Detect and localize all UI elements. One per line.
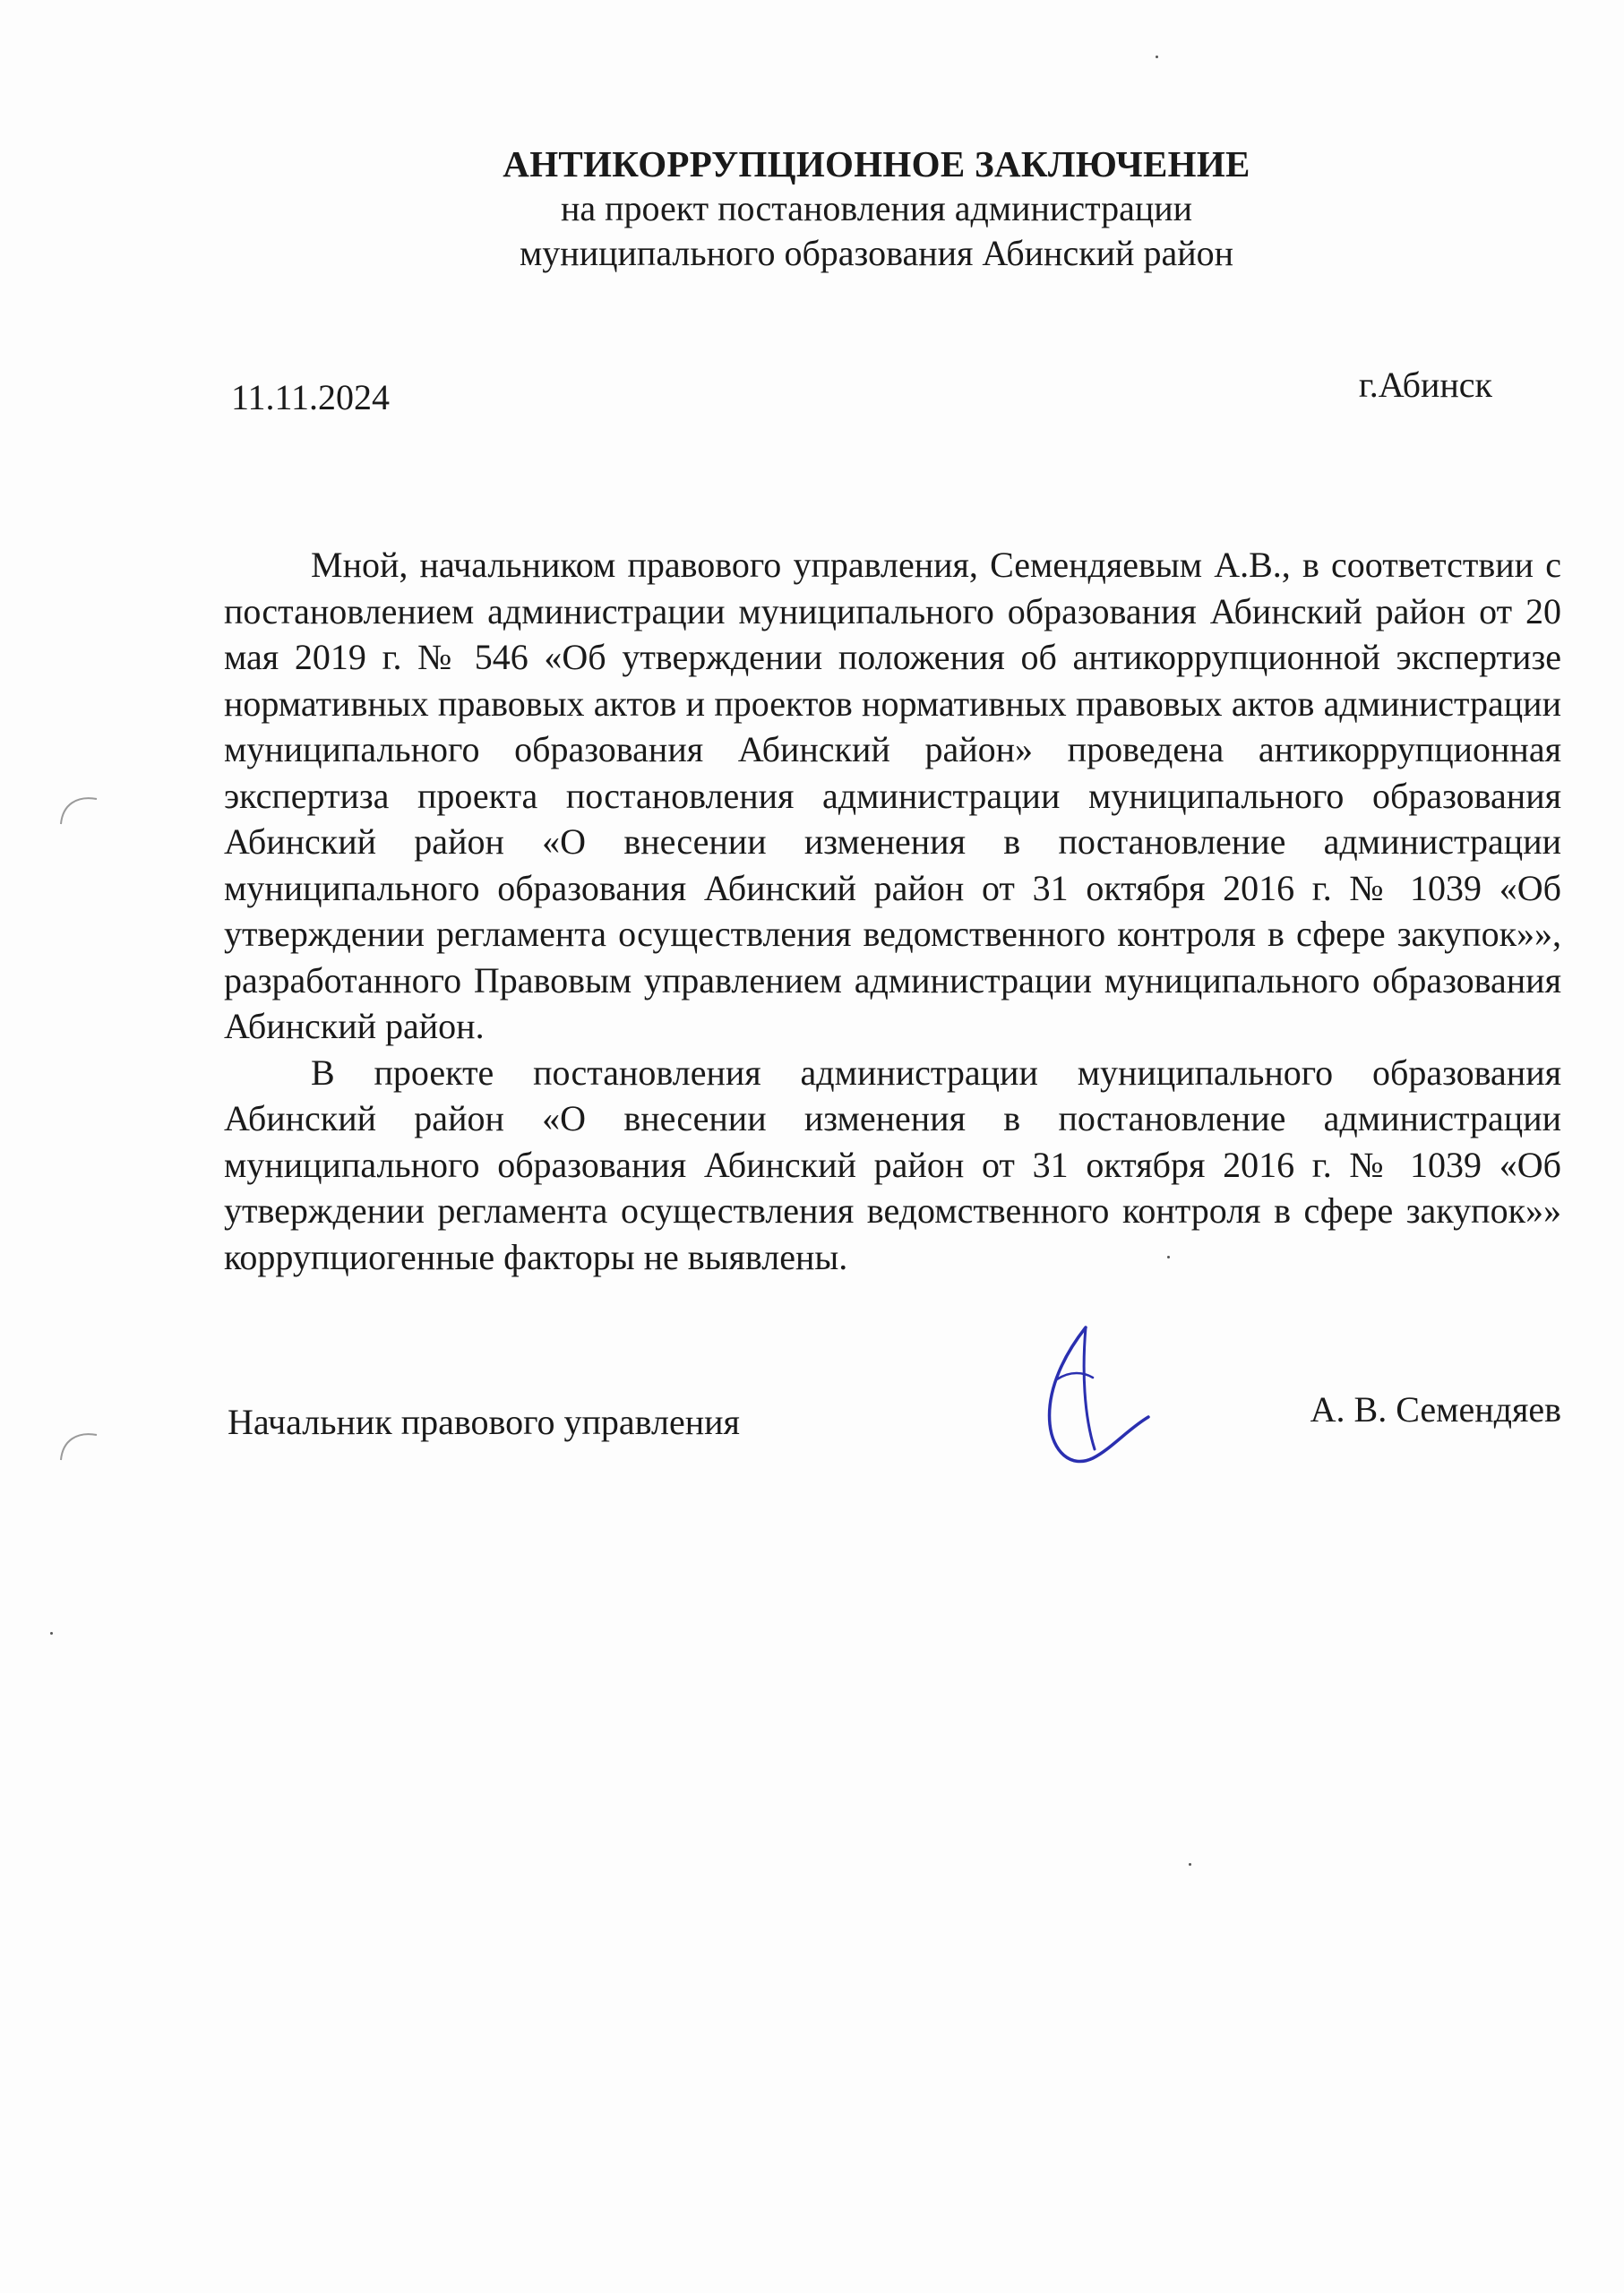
- scan-speck: [1189, 1863, 1191, 1866]
- document-date: 11.11.2024: [231, 377, 391, 417]
- body-paragraph-1: Мной, начальником правового управления, Семендяевым А.В., в соответствии с постановлением администрации муниципального образования Абинский район от 20 мая 2019 г. № 546 «Об утверждении положения об антикоррупционной экспертизе нормативных правовых актов и проектов нормативных правовых актов администрации муниципального образования Абинский район» проведена антикоррупционная экспертиза проекта постановления администрации муниципального образования Абинский район «О внесении изменения в постановление администрации муниципального образования Абинский район от 31 октября 2016 г. № 1039 «Об утверждении регламента осуществления ведомственного контроля в сфере закупок»», разработанного Правовым управлением администрации муниципального образования Абинский район.: [224, 545, 1561, 1046]
- scan-speck: [50, 1632, 53, 1635]
- signatory-position: Начальник правового управления: [228, 1402, 740, 1442]
- document-header: [0, 142, 1624, 276]
- punch-hole-icon: [56, 1424, 106, 1474]
- signatory-name: А. В. Семендяев: [1310, 1389, 1561, 1430]
- scan-speck: [1156, 56, 1158, 58]
- document-title: АНТИКОРРУПЦИОННОЕ ЗАКЛЮЧЕНИЕ: [503, 143, 1250, 185]
- document-subtitle-line-1: на проект постановления администрации: [560, 188, 1193, 228]
- document-city: г.Абинск: [1358, 365, 1492, 405]
- punch-hole-icon: [56, 788, 106, 838]
- body-paragraph-2: В проекте постановления администрации муниципального образования Абинский район «О внесении изменения в постановление администрации муниципального образования Абинский район от 31 октября 2016 г. № 1039 «Об утверждении регламента осуществления ведомственного контроля в сфере закупок»» коррупциогенные факторы не выявлены.: [224, 1052, 1561, 1277]
- scan-speck: [1167, 1256, 1170, 1258]
- document-body: [224, 542, 1561, 1280]
- document-subtitle-line-2: муниципального образования Абинский район: [519, 233, 1234, 273]
- handwritten-signature-icon: [1030, 1317, 1156, 1478]
